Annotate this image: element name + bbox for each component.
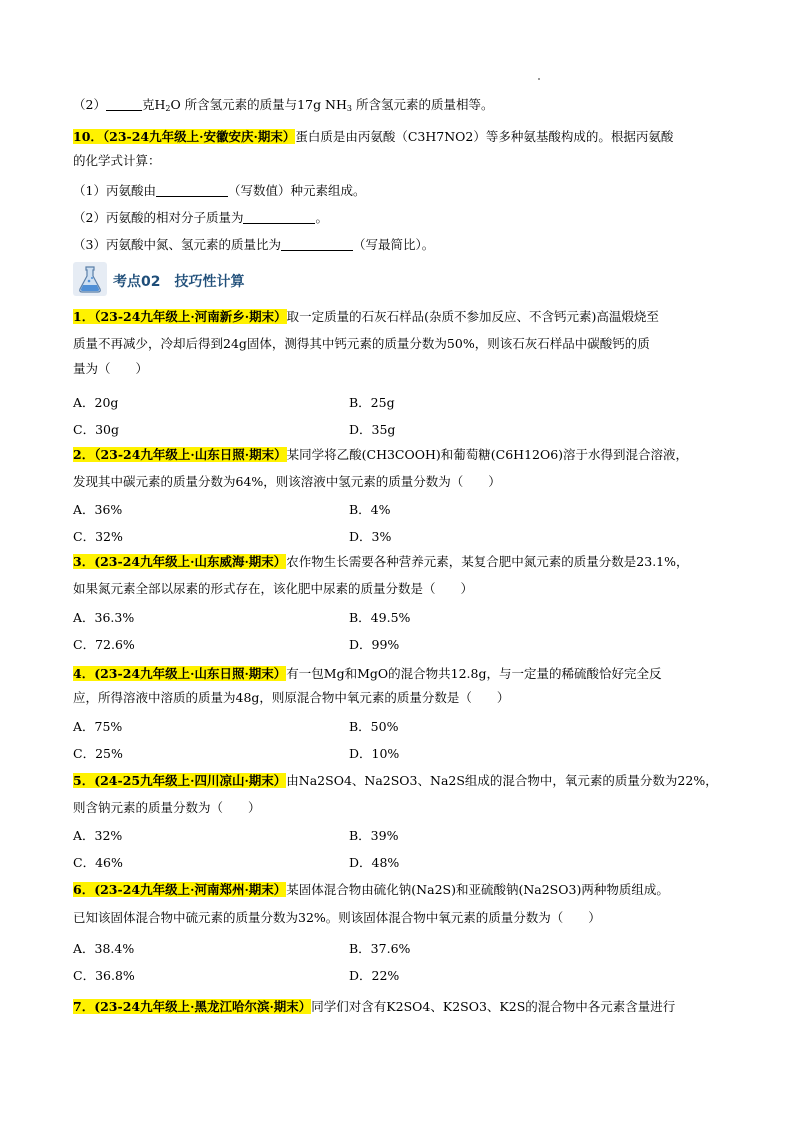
question-1-line — [73, 308, 659, 326]
q10-stem1: 蛋白质是由丙氨酸（C3H7NO2）等多种氨基酸构成的。根据丙氨酸 — [295, 129, 674, 144]
question-text: 某固体混合物由硫化钠(Na2S)和亚硫酸钠(Na2SO3)两种物质组成。 — [286, 882, 669, 897]
option-a: A．20g — [73, 395, 119, 410]
question-text: 有一包Mg和MgO的混合物共12.8g，与一定量的稀硫酸恰好完全反 — [286, 666, 662, 681]
question-text: 农作物生长需要各种营养元素，某复合肥中氮元素的质量分数是23.1%， — [286, 554, 689, 569]
q9-part2-prefix: （2） — [73, 97, 106, 112]
question-text: 如果氮元素全部以尿素的形式存在，该化肥中尿素的质量分数是（ ） — [73, 581, 474, 596]
option-d: D．48% — [349, 855, 400, 870]
q10-part1 — [73, 182, 365, 200]
section-title: 考点02 技巧性计算 — [113, 274, 245, 290]
question-text: 由Na2SO4、Na2SO3、Na2S组成的混合物中，氧元素的质量分数为22%， — [286, 773, 718, 788]
q10-p2a: （2）丙氨酸的相对分子质量为 — [73, 210, 244, 225]
question-4-line — [73, 689, 509, 707]
option-a: A．75% — [73, 719, 123, 734]
q10-stem2: 的化学式计算： — [73, 153, 161, 168]
question-text: 应，所得溶液中溶质的质量为48g，则原混合物中氧元素的质量分数是（ ） — [73, 690, 510, 705]
option-c: C．72.6% — [73, 637, 135, 652]
question-text: 某同学将乙酸(CH3COOH)和葡萄糖(C6H12O6)溶于水得到混合溶液， — [286, 447, 689, 462]
option-c: C．25% — [73, 746, 123, 761]
q10-part3 — [73, 236, 434, 254]
answer-blank — [243, 210, 315, 224]
option-a: A．36.3% — [73, 610, 135, 625]
question-3-line — [73, 580, 473, 598]
option-c: C．30g — [73, 422, 119, 437]
question-1-line — [73, 335, 650, 353]
scan-dot — [538, 78, 540, 80]
option-b: B．37.6% — [349, 941, 411, 956]
option-d: D．3% — [349, 529, 392, 544]
question-5-line — [73, 772, 718, 790]
option-b: B．39% — [349, 828, 399, 843]
question-text: 取一定质量的石灰石样品(杂质不参加反应、不含钙元素)高温煅烧至 — [286, 309, 659, 324]
question-tag: 6．(23-24九年级上·河南郑州·期末） — [73, 882, 287, 897]
question-text: 量为（ ） — [73, 361, 149, 376]
question-tag: 3．(23-24九年级上·山东威海·期末） — [73, 554, 287, 569]
option-a: A．38.4% — [73, 941, 135, 956]
question-text: 已知该固体混合物中硫元素的质量分数为32%。则该固体混合物中氧元素的质量分数为（ ） — [73, 910, 601, 925]
question-tag: 5．(24-25九年级上·四川凉山·期末） — [73, 773, 287, 788]
q10-part2 — [73, 209, 328, 227]
question-2-line — [73, 446, 688, 464]
question-text: 发现其中碳元素的质量分数为64%，则该溶液中氢元素的质量分数为（ ） — [73, 474, 501, 489]
question-6-line — [73, 909, 601, 927]
question-1-line — [73, 360, 148, 378]
question-6-line — [73, 881, 669, 899]
option-d: D．22% — [349, 968, 400, 983]
option-c: C．36.8% — [73, 968, 135, 983]
q10-p1b: （写数值）种元素组成。 — [227, 183, 366, 198]
option-d: D．99% — [349, 637, 400, 652]
question-7-line — [73, 998, 675, 1016]
option-b: B．49.5% — [349, 610, 411, 625]
section-heading — [73, 262, 373, 298]
q10-stem-line2 — [73, 152, 161, 170]
option-c: C．32% — [73, 529, 123, 544]
q9-part2-text-c: 所含氢元素的质量相等。 — [352, 97, 494, 112]
option-b: B．4% — [349, 502, 391, 517]
question-tag: 7．(23-24九年级上·黑龙江哈尔滨·期末） — [73, 999, 312, 1014]
option-b: B．50% — [349, 719, 399, 734]
question-2-line — [73, 473, 501, 491]
question-text: 则含钠元素的质量分数为（ ） — [73, 800, 261, 815]
question-4-line — [73, 665, 661, 683]
option-a: A．32% — [73, 828, 123, 843]
q9-part2-text-b: O 所含氢元素的质量与17g NH — [170, 97, 347, 112]
answer-blank — [106, 97, 142, 111]
flask-icon — [73, 262, 107, 296]
q10-p2b: 。 — [315, 210, 328, 225]
q9-part2: （2） 克$H_2O$ 所含氢元素的质量与17g $NH_3$ 所含氢元素的质量相等。 — [73, 97, 494, 113]
question-text: 质量不再减少，冷却后得到24g固体，测得其中钙元素的质量分数为50%，则该石灰石样品中碳酸钙的质 — [73, 336, 650, 351]
q10-p3a: （3）丙氨酸中氮、氢元素的质量比为 — [73, 237, 281, 252]
option-b: B．25g — [349, 395, 395, 410]
question-tag: 1．（23-24九年级上·河南新乡·期末） — [73, 309, 287, 324]
option-c: C．46% — [73, 855, 123, 870]
option-a: A．36% — [73, 502, 123, 517]
answer-blank — [156, 183, 228, 197]
q10-p3b: （写最简比）。 — [352, 237, 435, 252]
question-3-line — [73, 553, 689, 571]
answer-blank — [281, 237, 353, 251]
question-tag: 10．（23-24九年级上·安徽安庆·期末） — [73, 129, 296, 144]
question-tag: 2．（23-24九年级上·山东日照·期末） — [73, 447, 287, 462]
question-5-line — [73, 799, 261, 817]
question-text: 同学们对含有K2SO4、K2SO3、K2S的混合物中各元素含量进行 — [311, 999, 676, 1014]
option-d: D．35g — [349, 422, 396, 437]
q10-stem-line1 — [73, 128, 673, 146]
q9-part2-text-a: 克H — [141, 97, 166, 112]
question-tag: 4．(23-24九年级上·山东日照·期末） — [73, 666, 287, 681]
q10-p1a: （1）丙氨酸由 — [73, 183, 156, 198]
option-d: D．10% — [349, 746, 400, 761]
